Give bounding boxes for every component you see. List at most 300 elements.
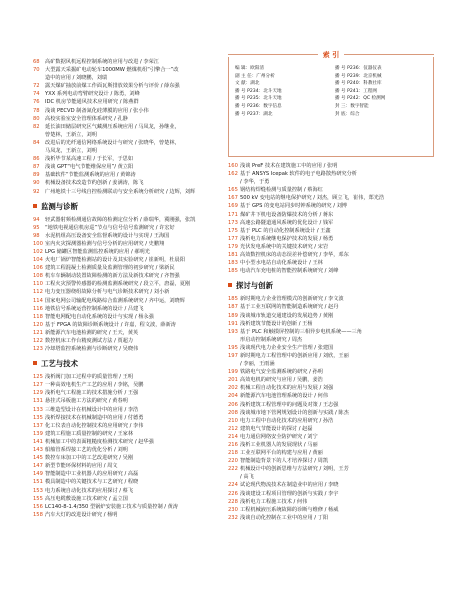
page-number: 89 <box>33 172 40 179</box>
toc-entry[interactable] <box>33 179 237 187</box>
entry-title: 火电厂锅炉智能检测站的设计及其实验研究 / 崔新明，杜晨阳 <box>45 257 185 264</box>
entry-title: 冷却塔监控系统检测与诊断研究 / 吴晓伟 <box>45 346 139 353</box>
page-number: 222 <box>228 466 238 473</box>
index-box-title: 索 引 <box>229 50 433 60</box>
page-number: 189 <box>228 312 238 319</box>
toc-entry[interactable] <box>228 506 434 514</box>
toc-entry[interactable] <box>33 430 237 438</box>
page-number: 153 <box>33 487 43 494</box>
toc-entry[interactable] <box>228 336 434 344</box>
entry-title: 电动汽车充电桩的智能控制系统研究 / 刘峰 <box>240 268 339 275</box>
entry-title: 浅谈 GPT“电气节能维保应用”/ 黄立阳 <box>45 164 134 171</box>
toc-entry[interactable] <box>228 162 434 170</box>
right-column <box>228 162 434 522</box>
entry-title: 浅谈建设工程项目管理的创新与实践 / 李宇 <box>240 490 339 497</box>
page-number: 102 <box>33 248 43 255</box>
toc-entry[interactable] <box>33 305 237 313</box>
index-cell: 播 号 P236：仪器仪表 <box>335 66 382 71</box>
page-number: 214 <box>228 433 238 440</box>
page-number: 129 <box>33 390 43 397</box>
entry-title: 新能源汽车电池管理系统的设计 / 何伟 <box>240 393 329 400</box>
page-number: 183 <box>228 260 238 267</box>
entry-title: 高速公路隧道通风系统的优化设计 / 钱军 <box>240 219 334 226</box>
entry-title: 船舶管系焊接工艺的优化分析 / 刘明 <box>45 447 128 454</box>
toc-entry[interactable] <box>33 511 237 519</box>
page-number: 224 <box>228 482 238 489</box>
page-number: 106 <box>33 265 43 272</box>
entry-title: 工程火灾预警传感器的检测监测系统研究 / 段立平，唐磊，夏刚 <box>45 281 191 288</box>
entry-title: 基于 PLC 的自动化控制系统设计 / 王鑫 <box>240 227 331 234</box>
toc-entry[interactable] <box>33 66 237 74</box>
entry-title: 化工仪表自动化控制技术的应用研究 / 李伟 <box>45 422 144 429</box>
page-number: 121 <box>33 329 43 336</box>
toc-entry[interactable] <box>228 194 434 202</box>
toc-entry[interactable] <box>33 115 237 123</box>
toc-entry[interactable] <box>33 313 237 321</box>
toc-entry[interactable] <box>33 74 237 82</box>
page-number: 95 <box>33 224 40 231</box>
page-number: 141 <box>33 438 43 445</box>
toc-entry[interactable] <box>228 328 434 336</box>
page-number: 118 <box>33 313 43 320</box>
toc-entry[interactable] <box>33 58 237 66</box>
toc-entry[interactable] <box>33 297 237 305</box>
left-column <box>33 58 237 519</box>
toc-entry[interactable] <box>228 344 434 352</box>
entry-title: 国家电网公司输配电线路综合监测系统研究 / 齐中运，刘晓辉 <box>45 297 185 304</box>
index-row <box>235 103 429 111</box>
page-number: 110 <box>33 281 43 288</box>
toc-entry[interactable] <box>33 280 237 288</box>
page-number: 98 <box>33 232 40 239</box>
page-number: 199 <box>228 369 238 376</box>
section-heading <box>33 359 237 369</box>
entry-title: 曾楚林，王新立，刘明 <box>45 131 97 138</box>
toc-entry[interactable] <box>228 352 434 360</box>
page-number: 120 <box>33 321 43 328</box>
entry-title: 浅谈城市轨道交通建设的发展趋势 / 黄刚 <box>240 312 334 319</box>
entry-title: 基础软件“节能监测系统的应用 / 黄锦涛 <box>45 172 136 179</box>
entry-title: 浅谈 PreF 技术在建筑施工中的应用 / 张明 <box>240 163 338 169</box>
page-number: 127 <box>33 382 43 389</box>
entry-title: 新能源汽车电池检测的研究 / 王天，黄英 <box>45 329 139 336</box>
toc-entry[interactable] <box>33 82 237 90</box>
toc-entry[interactable] <box>228 376 434 384</box>
page-number: 185 <box>228 296 238 303</box>
index-cell: 播 号 P236：数字信息 <box>235 103 282 109</box>
toc-entry[interactable] <box>228 170 434 178</box>
page-number: 165 <box>228 187 238 194</box>
section-bullet-icon <box>33 361 37 365</box>
toc-entry[interactable] <box>33 288 237 296</box>
page-number: 177 <box>228 235 238 242</box>
page-number: 208 <box>228 409 238 416</box>
toc-entry[interactable] <box>33 240 237 248</box>
toc-entry[interactable] <box>33 438 237 446</box>
entry-title: 水泥机组高压设备安全监督系统的设计与实现 / 王海国 <box>45 232 170 239</box>
toc-entry[interactable] <box>33 414 237 422</box>
page-number: 181 <box>228 252 238 259</box>
entry-title: 铁路电气安全监测系统的研究 / 孙明 <box>240 369 323 376</box>
entry-title: 机械工程自动化技术的应用与发展 / 刘强 <box>240 385 334 392</box>
toc-entry[interactable] <box>33 216 237 224</box>
entry-title: 浅析电气工程施工的技术措施分析 / 王强 <box>45 390 139 397</box>
page-number: 116 <box>33 305 43 312</box>
toc-entry[interactable] <box>33 98 237 106</box>
page-number: 197 <box>228 352 238 359</box>
toc-entry[interactable] <box>228 425 434 433</box>
toc-entry[interactable] <box>33 389 237 397</box>
page-number: 100 <box>33 240 43 247</box>
entry-title: 工业互联网平台的构建与应用 / 黄丽 <box>240 450 323 457</box>
toc-entry[interactable] <box>228 312 434 320</box>
entry-title: 高效电机的研究与应用 / 吴鹏，姜浩 <box>240 377 323 384</box>
toc-entry[interactable] <box>228 202 434 210</box>
entry-title: 煤矿井下机电设备防爆技术的分析 / 蒋东 <box>240 211 334 218</box>
section-bullet-icon <box>33 204 37 208</box>
toc-entry[interactable] <box>228 514 434 522</box>
index-cell: 播 号 P241：工程网 <box>335 88 378 94</box>
entry-title: 中小型水电站自动化系统设计 / 王林 <box>240 260 323 267</box>
page-number: 212 <box>228 425 238 432</box>
page-number: 131 <box>33 398 43 405</box>
page-number: 143 <box>33 447 43 454</box>
toc-entry[interactable] <box>228 392 434 400</box>
entry-title: 试论现代物流技术在制造业中的应用 / 李晓 <box>240 482 339 489</box>
entry-title: 造中的应用 / 刘晓鹏，刘瑞 <box>45 75 108 82</box>
entry-title: IDC 机房节能通风技术应用研究 / 陈燕群 <box>45 99 139 106</box>
toc-entry[interactable] <box>33 155 237 163</box>
toc-entry[interactable] <box>33 422 237 430</box>
page-number: 193 <box>228 328 238 335</box>
entry-title: 电力工程中自动化技术的应用研究 / 孙浩 <box>240 417 334 424</box>
index-cell: 播 号 P237：湖北 <box>235 111 273 117</box>
toc-entry[interactable] <box>228 417 434 425</box>
entry-title: 浅析阀门加工过程中的质量管理 / 王明 <box>45 374 134 381</box>
page-number: 80 <box>33 115 40 122</box>
page-number: 216 <box>228 442 238 448</box>
page-number: 87 <box>33 164 40 171</box>
entry-title: 智能制造背景下的人才培养探讨 / 周凯 <box>240 458 329 465</box>
toc-entry[interactable] <box>33 406 237 414</box>
toc-entry[interactable] <box>33 397 237 405</box>
page-number: 84 <box>33 139 40 146</box>
entry-title: / 李丽，王雨涵 <box>240 361 275 368</box>
index-cell: 播 号 P235：北斗天地 <box>235 96 282 102</box>
index-cell: 封 底：综合 <box>335 111 360 117</box>
page-number: 139 <box>33 430 43 437</box>
entry-title: 形启动控制系统研究 / 周杰 <box>240 336 303 343</box>
entry-title: 浅析电力系统继电保护技术的发展 / 杨勇 <box>240 235 334 242</box>
page-number: 185 <box>228 268 238 275</box>
entry-title: 光伏发电系统中的关键技术研究 / 宋岩 <box>240 243 329 250</box>
toc-entry[interactable] <box>33 272 237 280</box>
entry-title: 马凤龙，王新立，刘明 <box>45 148 97 155</box>
entry-title: 浅析毕节某高速工程 / 于长军，于思如 <box>45 156 134 163</box>
entry-title: 基于 PLC 和触摸屏控制的三相异步电机系统——三角 <box>240 328 362 335</box>
page-number: 151 <box>33 479 43 486</box>
toc-entry[interactable] <box>228 259 434 267</box>
entry-title: 延长油田储层研究区气藏测压系统应用 / 马凤龙，孙继业， <box>45 123 180 130</box>
page-number: 114 <box>33 297 43 304</box>
toc-entry[interactable] <box>228 178 434 186</box>
page-number: 191 <box>228 320 238 327</box>
page-number: 155 <box>33 495 43 502</box>
index-row <box>235 88 429 96</box>
entry-title: 广州地铁十三号线自控检测联动与安全系统分析研究 / 边辉，刘辉 <box>45 188 196 195</box>
page-number: 86 <box>33 156 40 163</box>
index-cell: 播 号 P240：科教社库 <box>335 81 382 87</box>
toc-entry[interactable] <box>228 303 434 311</box>
toc-entry[interactable] <box>33 345 237 353</box>
toc-entry[interactable] <box>33 470 237 478</box>
toc-entry[interactable] <box>228 441 434 449</box>
toc-entry[interactable] <box>33 446 237 454</box>
entry-title: LPG 储罐区智能监测监控系统的应用 / 郝明光 <box>45 248 150 255</box>
page-number: 195 <box>228 344 238 351</box>
entry-title: 电力系统自动化技术的应用探讨 / 蔡飞 <box>45 487 134 494</box>
toc-entry[interactable] <box>228 235 434 243</box>
toc-entry[interactable] <box>228 433 434 441</box>
entry-title: 数控车床加工中的工艺改进研究 / 吴刚 <box>45 455 134 462</box>
page-number: 76 <box>33 99 40 106</box>
index-row <box>235 95 429 103</box>
entry-title: 新型节能环保材料的应用 / 周文 <box>45 463 118 470</box>
entry-title: 浅析电力工程施工技术 / 何伟 <box>240 498 308 505</box>
index-cell: 播 号 P242：QC 检测网 <box>335 96 386 102</box>
entry-title: 悬挂式吊板施工方法的研究 / 黄春明 <box>45 398 128 405</box>
page-number: 230 <box>228 506 238 513</box>
entry-title: 浅析建筑工程管理中的问题及对策 / 王志强 <box>240 401 339 408</box>
toc-entry[interactable] <box>33 232 237 240</box>
page-number: 169 <box>228 203 238 210</box>
toc-entry[interactable] <box>228 243 434 251</box>
page-number: 162 <box>228 171 238 178</box>
toc-entry[interactable] <box>33 131 237 139</box>
toc-entry[interactable] <box>33 139 237 147</box>
page-number: 135 <box>33 414 43 421</box>
entry-title: 新时期电力企业管理模式的创新研究 / 李文波 <box>240 296 344 303</box>
entry-title: 新时期电力工程管理中的创新应用 / 刘欣，王丽 <box>240 352 349 359</box>
entry-title: 浅谈城市地下管网规划设计的创新与实践 / 陈杰 <box>240 409 349 416</box>
entry-title: 机车车辆制动装置故障检测的新方法及新技术研究 / 齐智强 <box>45 273 180 280</box>
page-number: 137 <box>33 422 43 429</box>
page-number: 70 <box>33 67 40 74</box>
entry-title: / 李华，于勇 <box>240 179 270 186</box>
entry-title: 地铁信号系统运营控制系统的设计 / 吕建飞 <box>45 305 144 312</box>
entry-title: 机械设计中的创新思维与方法研究 / 刘明，王芳 <box>240 466 349 473</box>
toc-entry[interactable] <box>33 329 237 337</box>
entry-title: 汽车大灯的改进设计研究 / 杨明 <box>45 511 118 518</box>
toc-entry[interactable] <box>33 248 237 256</box>
toc-entry[interactable] <box>228 457 434 465</box>
toc-entry[interactable] <box>33 337 237 345</box>
entry-title: 建筑工程施工质量控制的研究 / 王家林 <box>45 430 134 437</box>
page-number: 220 <box>228 458 238 465</box>
page-number: 72 <box>33 83 40 90</box>
entry-title: “地铁电视通信机房巡”节点与信号信号监测研究 / 许宏好 <box>45 224 175 231</box>
page-number: 175 <box>228 227 238 234</box>
entry-title: 改进后的光纤通信网络系统设计与研究 / 张晓华，曾楚林， <box>45 139 180 146</box>
toc-entry[interactable] <box>33 90 237 98</box>
entry-title: YXX 系列电动弯臂研究设计 / 陈勇，刘峰 <box>45 91 140 98</box>
entry-title: 建筑电气节能设计的探讨 / 赵磊 <box>240 425 313 432</box>
toc-entry[interactable] <box>33 188 237 196</box>
index-cell: 文 献：湖北 <box>235 81 260 87</box>
toc-entry[interactable] <box>228 490 434 498</box>
entry-title: 机械加工中的表面粗糙度检测技术研究 / 赵华强 <box>45 438 154 445</box>
toc-entry[interactable] <box>33 478 237 486</box>
page-number: 204 <box>228 393 238 400</box>
page-number: 218 <box>228 450 238 457</box>
page-number: 147 <box>33 463 43 470</box>
page-number: 232 <box>228 514 238 521</box>
page-number: 226 <box>228 490 238 497</box>
section-heading <box>228 281 434 291</box>
page-number: 145 <box>33 455 43 462</box>
entry-title: / 高飞 <box>240 474 254 481</box>
entry-title: 大型露天采掘矿电动轮车1000MW 燃煤机组“引擎合一”改 <box>45 67 179 74</box>
section-title: 监测与诊断 <box>41 201 78 211</box>
page-number: 187 <box>228 304 238 311</box>
page-number: 167 <box>228 195 238 202</box>
entry-title: LC140-8-1.4/350 型锅炉安装施工技术与质量控制 / 黄涛 <box>45 503 179 510</box>
toc-entry[interactable] <box>228 267 434 275</box>
index-row <box>235 73 429 81</box>
page-number: 82 <box>33 123 40 130</box>
page-number: 92 <box>33 188 40 195</box>
toc-entry[interactable] <box>228 384 434 392</box>
toc-entry[interactable] <box>228 368 434 376</box>
toc-entry[interactable] <box>228 473 434 481</box>
index-row <box>235 111 429 119</box>
toc-entry[interactable] <box>228 360 434 368</box>
page-number: 171 <box>228 211 238 218</box>
entry-title: 三维造型设计在机械设计中的应用 / 李浩 <box>45 406 139 413</box>
index-box <box>228 51 434 157</box>
section-title: 工艺与技术 <box>41 359 78 369</box>
entry-title: 高校实验室安全管理体系研究 / 孔静 <box>45 115 128 122</box>
toc-entry[interactable] <box>33 495 237 503</box>
entry-title: 工程机械液压系统故障的诊断与维修 / 杨威 <box>240 506 339 513</box>
toc-entry[interactable] <box>33 462 237 470</box>
toc-entry[interactable] <box>228 498 434 506</box>
toc-entry[interactable] <box>33 147 237 155</box>
toc-entry[interactable] <box>228 449 434 457</box>
page-number: 149 <box>33 471 43 478</box>
toc-entry[interactable] <box>33 264 237 272</box>
page-number: 202 <box>228 385 238 392</box>
toc-entry[interactable] <box>228 409 434 417</box>
entry-title: 基于 GPS 的变电站同步时钟系统的研究 / 刘博 <box>240 203 347 210</box>
page-number: 94 <box>33 216 40 223</box>
toc-entry[interactable] <box>33 321 237 329</box>
section-heading <box>33 202 237 212</box>
page-number: 108 <box>33 273 43 280</box>
page-number: 104 <box>33 257 43 264</box>
entry-title: 模具制造中的关键技术与工艺研究 / 程晓 <box>45 479 139 486</box>
toc-entry[interactable] <box>228 186 434 194</box>
page-number: 125 <box>33 374 43 381</box>
page-number: 210 <box>228 417 238 424</box>
entry-title: 浅析建筑节能设计的创新 / 王杨 <box>240 320 313 327</box>
entry-title: 建筑工程混凝土检测质量及监测管理的初步研究 / 梁新民 <box>45 265 175 272</box>
section-bullet-icon <box>228 283 232 287</box>
entry-title: 基于工业互联网的智能制造系统研究 / 赵丹 <box>240 304 339 311</box>
entry-title: 轻武器射频检测通信故障的检测定位分析 / 薛瑞华，冀刚强，张凯 <box>45 216 196 223</box>
page-number: 74 <box>33 91 40 98</box>
toc-entry[interactable] <box>33 373 237 381</box>
entry-title: 室内火灾探测器检测与信号分析的应用研究 / 史鹏翔 <box>45 240 165 247</box>
toc-entry[interactable] <box>33 171 237 179</box>
entry-title: 浅谈 PECVD 制备氮化硅薄膜的应用 / 张小伟 <box>45 107 149 114</box>
toc-entry[interactable] <box>33 256 237 264</box>
entry-title: 露天煤矿抽放前煤工作面瓦斯排放效果分析与评价 / 薛东强 <box>45 83 180 90</box>
entry-title: 高矿数据风机远程控制系统的应用与改进 / 李荣江 <box>45 59 159 65</box>
entry-title: 电力变压器绕组故障分析与电气诊断技术研究 / 刘小新 <box>45 289 170 296</box>
page-number: 123 <box>33 346 43 353</box>
entry-title: 智能制造中工业机器人的应用研究 / 高磊 <box>45 471 139 478</box>
index-cell: 编 辑：欧阳清 <box>235 66 265 71</box>
page-number: 173 <box>228 219 238 226</box>
page-number: 90 <box>33 180 40 187</box>
index-row <box>235 80 429 88</box>
entry-title: 基于 ANSYS Icepak 软件的电子电路散热研究分析 <box>240 171 357 178</box>
entry-title: 浅析焊接技术在机械制造中的应用 / 付德勇 <box>45 414 144 421</box>
toc-entry[interactable] <box>228 465 434 473</box>
page-number: 201 <box>228 377 238 384</box>
index-cell: 播 号 P234：北斗天地 <box>235 88 282 94</box>
entry-title: 数控机床工作台精度测试方法 / 贾超力 <box>45 338 134 344</box>
page-number: 68 <box>33 59 40 65</box>
index-cell: 播 号 P239：北京机械 <box>335 73 382 79</box>
entry-title: 浅谈现代电力企业安全生产管理 / 张建国 <box>240 344 334 351</box>
toc-entry[interactable] <box>228 211 434 219</box>
entry-title: 钢结构焊缝检测与质量控制 / 蔡海红 <box>240 187 323 194</box>
section-title: 探讨与创新 <box>236 281 273 291</box>
entry-title: 浅谈自动化控制在工业中的应用 / 丁阳 <box>240 514 329 521</box>
entry-title: 一种高效电机生产工艺的应用 / 李铭，吴鹏 <box>45 382 144 389</box>
toc-entry[interactable] <box>33 224 237 232</box>
entry-title: 高压电缆敷设施工技术研究 / 孟立国 <box>45 495 128 502</box>
toc-entry[interactable] <box>228 251 434 259</box>
toc-entry[interactable] <box>228 219 434 227</box>
entry-title: 智能电网配电自动化系统的设计与实现 / 杨永强 <box>45 313 154 320</box>
toc-entry[interactable] <box>33 487 237 495</box>
toc-entry[interactable] <box>228 295 434 303</box>
toc-entry[interactable] <box>228 481 434 489</box>
toc-entry[interactable] <box>33 503 237 511</box>
entry-title: 500 kV 变电站的继电保护研究 / 刘杰，顾立飞，崔伟，郑光浩 <box>240 195 385 202</box>
toc-entry[interactable] <box>33 163 237 171</box>
entry-title: 浅析工业机器人的发展现状 / 马丽 <box>240 442 318 448</box>
toc-entry[interactable] <box>228 227 434 235</box>
index-cell: 封 三：数字智能 <box>335 103 369 109</box>
index-box-grid <box>235 65 429 118</box>
index-row <box>235 65 429 73</box>
toc-entry[interactable] <box>33 123 237 131</box>
toc-entry[interactable] <box>228 401 434 409</box>
index-cell: 副 主 任：广州分析 <box>235 73 275 79</box>
entry-title: 高效数控机床的动态误差补偿研究 / 李华，邓东 <box>240 252 349 259</box>
entry-title: 基于 FPGA 的故障诊断系统设计 / 许嘉，程文波，薛新涛 <box>45 321 176 328</box>
toc-entry[interactable] <box>33 454 237 462</box>
toc-entry[interactable] <box>33 381 237 389</box>
toc-entry[interactable] <box>33 107 237 115</box>
entry-title: 机械设备技术改造节约创新 / 姜满涛，陈飞 <box>45 180 144 187</box>
toc-entry[interactable] <box>228 320 434 328</box>
page-number: 133 <box>33 406 43 413</box>
